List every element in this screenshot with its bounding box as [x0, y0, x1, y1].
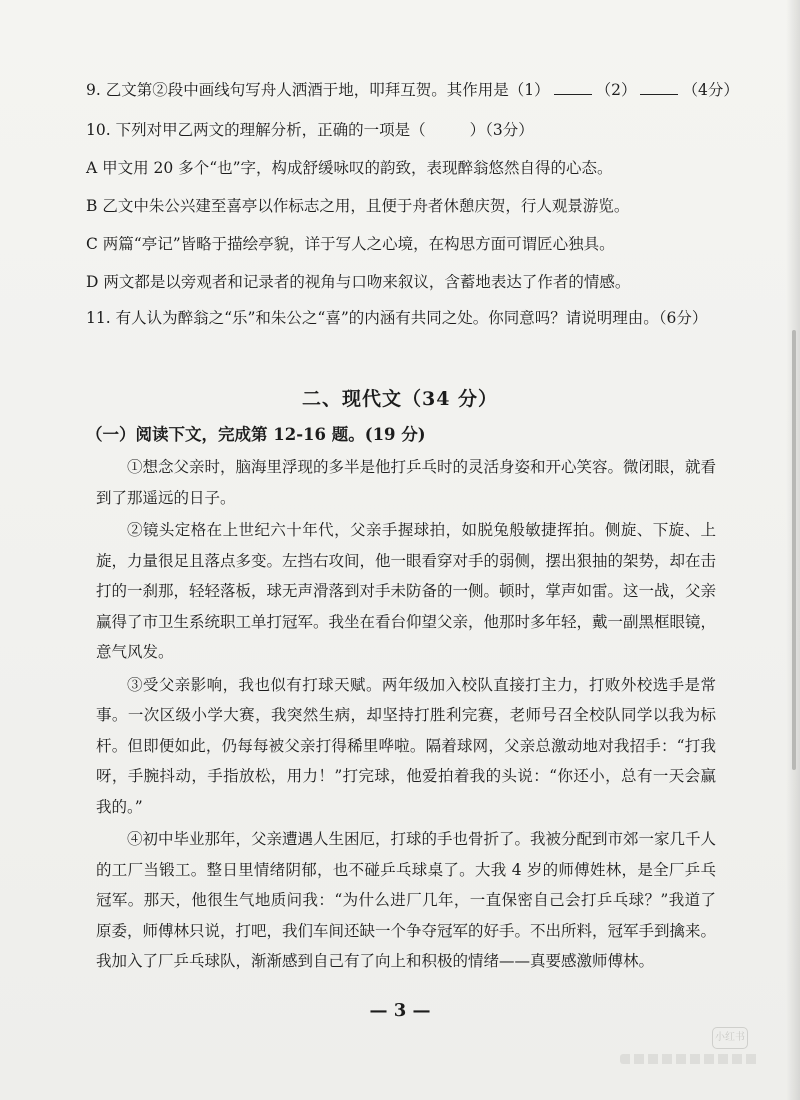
- question-9-text: 9. 乙文第②段中画线句写舟人洒酒于地，叩拜互贺。其作用是（1）: [86, 81, 550, 99]
- reading-passage: [96, 452, 716, 979]
- question-10-score: ）（3分）: [469, 121, 534, 139]
- question-10-text: 10. 下列对甲乙两文的理解分析，正确的一项是（: [86, 121, 426, 139]
- question-10: [86, 118, 534, 140]
- option-d: D 两文都是以旁观者和记录者的视角与口吻来叙议，含蓄地表达了作者的情感。: [86, 273, 631, 291]
- watermark-logo: 小红书: [712, 1027, 748, 1049]
- passage-paragraph-3: ③受父亲影响，我也似有打球天赋。两年级加入校队直接打主力，打败外校选手是常事。一次区级小学大赛，我突然生病，却坚持打胜利完赛，老师号召全校队同学以我为标杆。但即便如此，仍每每被父亲打得稀里哗啦。隔着球网，父亲总激动地对我招手：“打我呀，手腕抖动，手指放松，用力！”打完球，他爱拍着我的头说：“你还小，总有一天会赢我的。”: [96, 675, 716, 816]
- option-b: B 乙文中朱公兴建至喜亭以作标志之用，且便于舟者休憩庆贺，行人观景游览。: [86, 197, 630, 215]
- answer-blank-1: [554, 80, 592, 95]
- question-9-mid: （2）: [595, 81, 637, 99]
- option-c: C 两篇“亭记”皆略于描绘亭貌，详于写人之心境，在构思方面可谓匠心独具。: [86, 235, 615, 253]
- option-a: A 甲文用 20 多个“也”字，构成舒缓咏叹的韵致，表现醉翁悠然自得的心态。: [86, 159, 613, 177]
- scrollbar[interactable]: [792, 330, 796, 770]
- watermark-text: [620, 1054, 760, 1064]
- passage-paragraph-2: ②镜头定格在上世纪六十年代，父亲手握球拍，如脱兔般敏捷挥拍。侧旋、下旋、上旋，力量很足且落点多变。左挡右攻间，他一眼看穿对手的弱侧，摆出狠抽的架势，却在击打的一刹那，轻轻落板，球无声滑落到对手未防备的一侧。顿时，掌声如雷。这一战，父亲赢得了市卫生系统职工单打冠军。我坐在看台仰望父亲，他那时多年轻，戴一副黑框眼镜，意气风发。: [96, 521, 717, 661]
- question-9: [86, 78, 739, 100]
- passage-paragraph-4: ④初中毕业那年，父亲遭遇人生困厄，打球的手也骨折了。我被分配到市郊一家几千人的工厂当锻工。整日里情绪阴郁，也不碰乒乓球桌了。大我 4 岁的师傅姓林，是全厂乒乓冠军。那天，他很生气地质问我：“为什么进厂几年，一直保密自己会打乒乓球？”我道了原委，师傅林只说，打吧，我们车间还缺一个争夺冠军的好手。不出所料，冠军手到擒来。我加入了厂乒乓球队，渐渐感到自己有了向上和积极的情绪——真要感激师傅林。: [96, 830, 717, 970]
- answer-blank-2: [640, 80, 678, 95]
- question-9-score: （4分）: [682, 81, 739, 99]
- section-title: 二、现代文（34 分）: [301, 388, 499, 410]
- section-subtitle: （一）阅读下文，完成第 12-16 题。(19 分): [86, 425, 426, 444]
- page-number: — 3 —: [369, 1000, 431, 1021]
- passage-paragraph-1: ①想念父亲时，脑海里浮现的多半是他打乒乓时的灵活身姿和开心笑容。微闭眼，就看到了那遥远的日子。: [96, 458, 717, 507]
- question-11: 11. 有人认为醉翁之“乐”和朱公之“喜”的内涵有共同之处。你同意吗？请说明理由。（6分）: [86, 309, 708, 327]
